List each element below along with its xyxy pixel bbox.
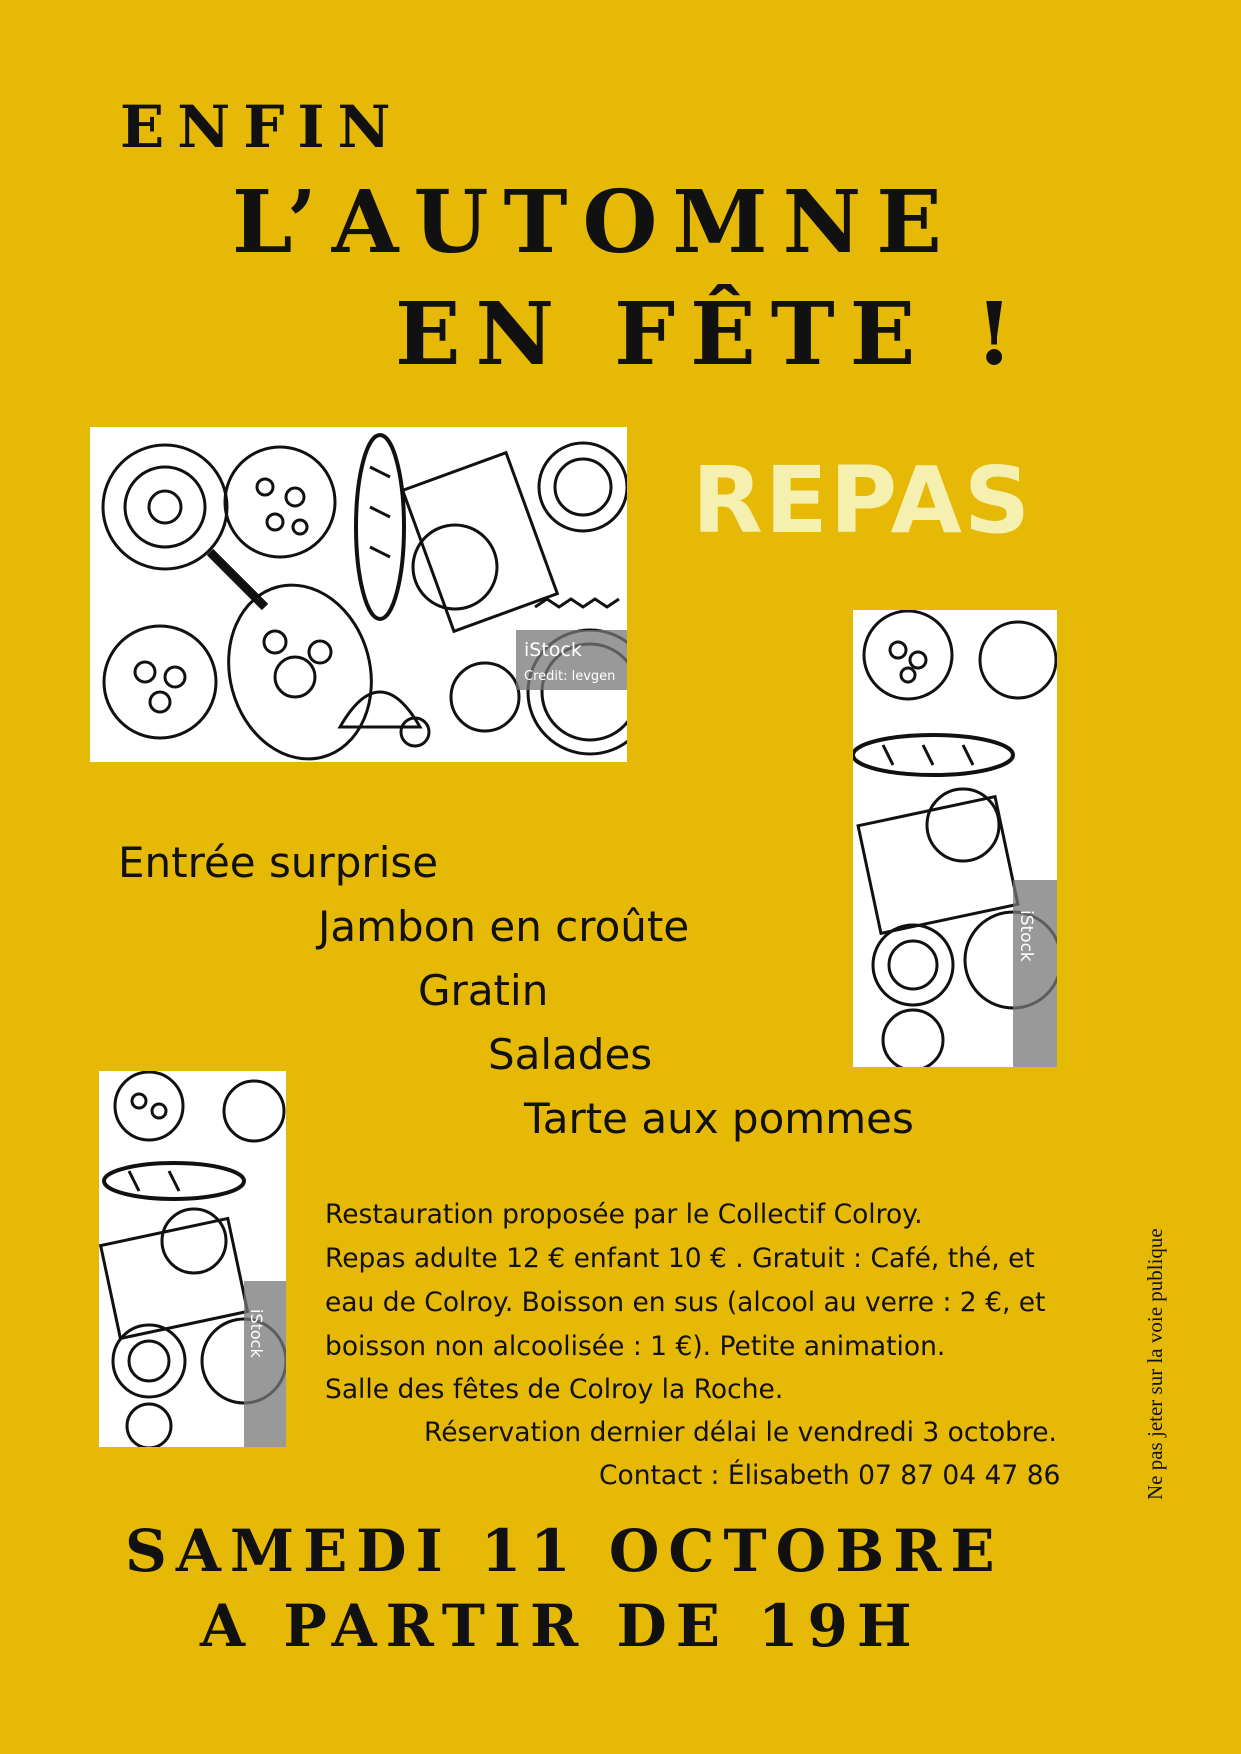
title-line-en-fete: EN FÊTE ! (395, 284, 1028, 385)
food-illustration-right (853, 610, 1057, 1067)
info-line: Repas adulte 12 € enfant 10 € . Gratuit : Café, thé, et (325, 1243, 1035, 1274)
title-line-automne: L’AUTOMNE (232, 172, 957, 273)
food-illustration-main (90, 427, 627, 762)
food-illustration-icon (90, 427, 627, 762)
info-line: Salle des fêtes de Colroy la Roche. (325, 1374, 784, 1405)
repas-heading: REPAS (692, 447, 1033, 554)
watermark-brand: iStock (1016, 910, 1036, 962)
title-line-enfin: ENFIN (120, 93, 404, 161)
event-date: SAMEDI 11 OCTOBRE (125, 1517, 1004, 1585)
info-line: boisson non alcoolisée : 1 €). Petite animation. (325, 1331, 946, 1362)
menu-item: Entrée surprise (118, 838, 439, 887)
menu-item: Gratin (418, 966, 549, 1015)
menu-item: Tarte aux pommes (524, 1094, 914, 1143)
event-time: A PARTIR DE 19H (200, 1592, 921, 1660)
side-note: Ne pas jeter sur la voie publique (1143, 1228, 1167, 1500)
food-illustration-left (99, 1071, 286, 1447)
watermark-brand: iStock (247, 1309, 266, 1358)
menu-item: Jambon en croûte (318, 902, 690, 951)
food-illustration-icon (99, 1071, 286, 1447)
watermark-brand: iStock (524, 639, 582, 661)
food-illustration-icon (853, 610, 1057, 1067)
contact-line: Contact : Élisabeth 07 87 04 47 86 (599, 1460, 1061, 1491)
menu-item: Salades (488, 1030, 653, 1079)
watermark-credit: Credit: levgen (524, 669, 616, 684)
info-line: eau de Colroy. Boisson en sus (alcool au verre : 2 €, et (325, 1287, 1046, 1318)
info-line: Restauration proposée par le Collectif Colroy. (325, 1199, 923, 1230)
reservation-deadline: Réservation dernier délai le vendredi 3 octobre. (424, 1417, 1057, 1448)
